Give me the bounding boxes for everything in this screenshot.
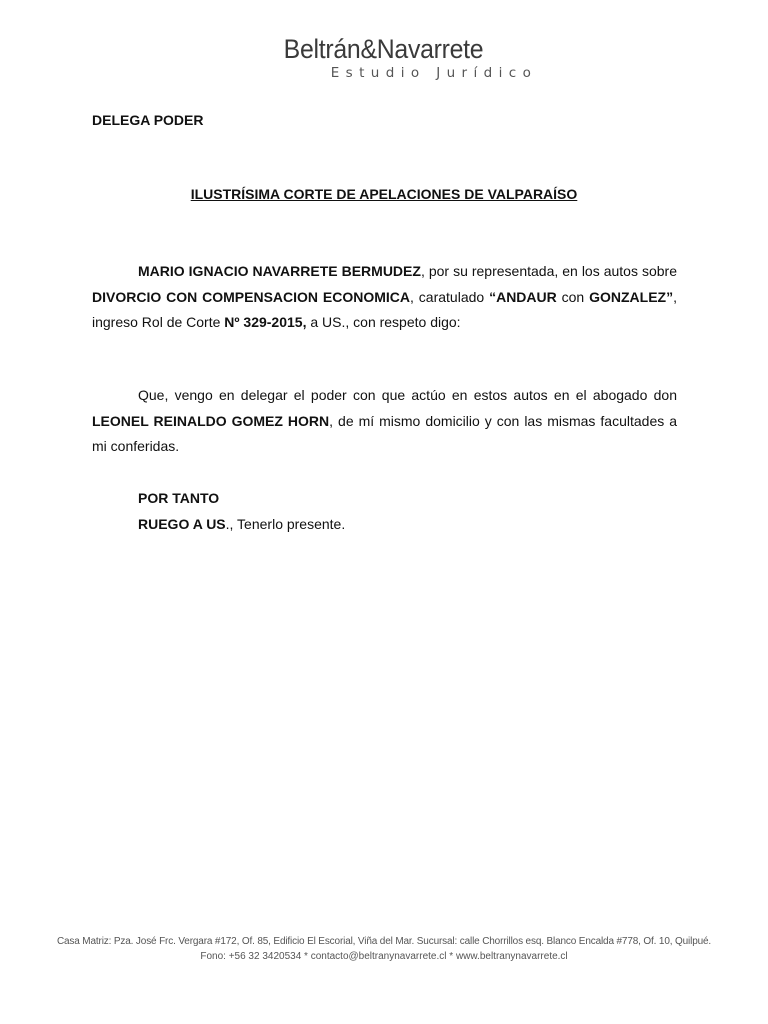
party-2: GONZALEZ” (589, 288, 674, 305)
p2-text-2: , de mí mismo domicilio y con las mismas facultades a mi conferidas. (92, 412, 678, 454)
closing-block (138, 486, 345, 537)
rol-number: Nº 329-2015, (224, 314, 307, 330)
case-type: DIVORCIO CON COMPENSACION ECONOMICA (92, 288, 411, 305)
por-tanto: POR TANTO (138, 490, 220, 506)
paragraph-1 (92, 259, 677, 336)
court-addressee: ILUSTRÍSIMA CORTE DE APELACIONES DE VALPARAÍSO (190, 186, 578, 202)
brand-subtitle: Estudio Jurídico (330, 65, 538, 81)
client-name: MARIO IGNACIO NAVARRETE BERMUDEZ (138, 263, 421, 279)
p1-text-3: con (556, 288, 590, 305)
footer-address: Casa Matriz: Pza. José Frc. Vergara #172, Of. 85, Edificio El Escorial, Viña del Mar. Sucursal: calle Chorrillos esq. Blanco Encalda #778, Of. 10, Quilpué. (56, 936, 712, 947)
p1-text-1: , por su representada, en los autos sobre (420, 263, 677, 279)
document-heading: DELEGA PODER (92, 112, 204, 128)
lawyer-name: LEONEL REINALDO GOMEZ HORN (92, 412, 330, 429)
party-1: “ANDAUR (489, 288, 557, 305)
ruego-a-us: RUEGO A US (138, 515, 226, 532)
footer-contact: Fono: +56 32 3420534 * contacto@beltranynavarrete.cl * www.beltranynavarrete.cl (200, 951, 568, 962)
tenerlo-presente: ., Tenerlo presente. (225, 515, 346, 532)
footer (0, 934, 768, 964)
paragraph-2 (92, 383, 677, 460)
brand-logo: Beltrán&Navarrete (284, 34, 484, 64)
p1-text-5: a US., con respeto digo: (306, 314, 461, 330)
p1-text-2: , caratulado (410, 288, 490, 305)
letterhead (0, 34, 768, 81)
p2-text-1: Que, vengo en delegar el poder con que actúo en estos autos en el abogado don (138, 387, 677, 403)
p1-text-4: , ingreso Rol de Corte (92, 288, 677, 330)
